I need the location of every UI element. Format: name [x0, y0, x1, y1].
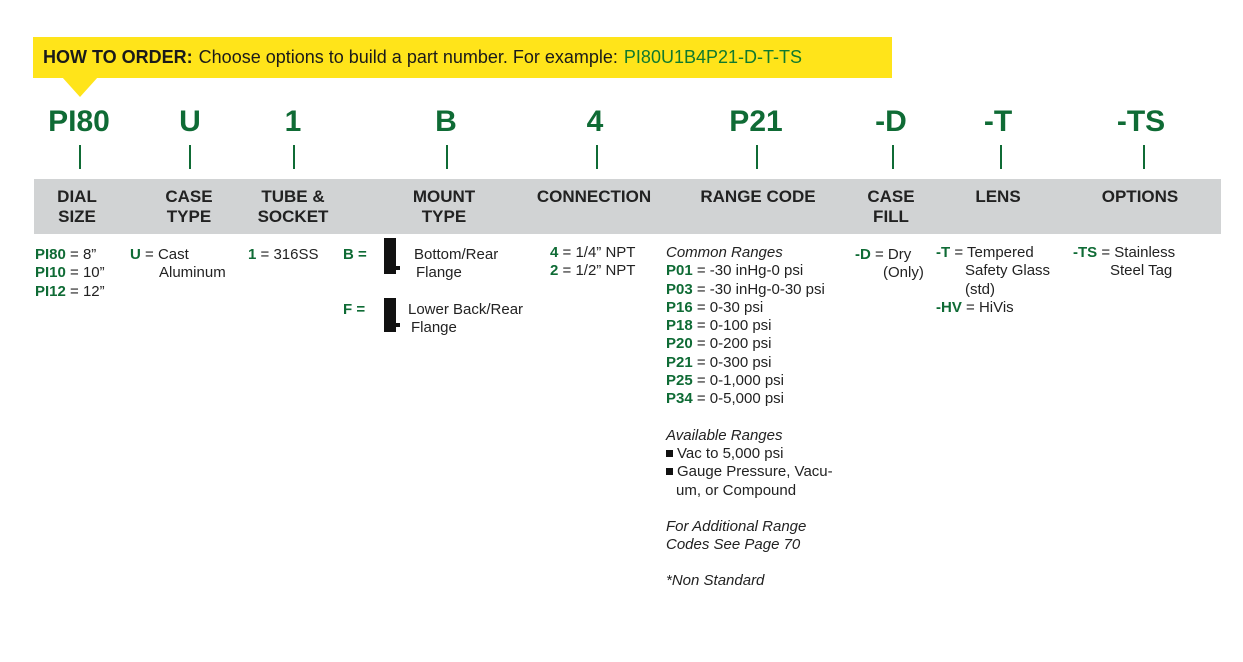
case-type-options: U = Cast Aluminum — [130, 246, 226, 282]
header-dial-size: DIAL SIZE — [57, 187, 97, 226]
connector-line — [892, 145, 894, 169]
list-item: 2 = 1/2” NPT — [550, 262, 636, 280]
banner-pointer — [62, 77, 98, 97]
code-dial-size: PI80 — [48, 105, 110, 138]
code-case-type: U — [179, 105, 201, 138]
additional-ranges-note: For Additional Range — [666, 517, 807, 535]
code-options: -TS — [1116, 105, 1166, 138]
list-item: 4 = 1/4” NPT — [550, 244, 636, 261]
list-item: Vac to 5,000 psi — [666, 445, 833, 463]
connector-line — [79, 145, 81, 169]
connector-line — [1143, 145, 1145, 169]
connector-line — [756, 145, 758, 169]
square-bullet-icon — [666, 450, 673, 457]
connector-line — [446, 145, 448, 169]
list-item: P25 = 0-1,000 psi — [666, 372, 785, 390]
header-options: OPTIONS — [1101, 187, 1179, 206]
mount-type-code-f: F = — [343, 301, 366, 318]
common-ranges-heading: Common Ranges — [666, 244, 783, 261]
code-tube-socket: 1 — [284, 105, 302, 138]
banner-example: PI80U1B4P21-D-T-TS — [623, 47, 802, 67]
list-item: PI80 = 8” — [35, 246, 97, 263]
range-code-options: Common Ranges P01 = -30 inHg-0 psi P03 = -30 inHg-0-30 psi P16 = 0-30 psi P18 = 0-100 psi P20 = 0-200 psi P21 = 0-300 psi P25 = 0-1,000 psi P34 = 0-5,000 psi Available Ranges Vac to 5,000 psi Gauge Pressure, Vacu- um, or Compound For Additional Range Codes See Page 70 *Non Standard — [666, 244, 833, 590]
header-tube-socket: TUBE & SOCKET — [257, 187, 329, 226]
connector-line — [1000, 145, 1002, 169]
connector-line — [596, 145, 598, 169]
mount-type-label-b: Bottom/Rear Flange — [414, 246, 499, 282]
code-range: P21 — [729, 105, 783, 138]
list-item: -HV = HiVis — [936, 298, 1014, 316]
code-connection: 4 — [586, 105, 604, 138]
banner-text: Choose options to build a part number. For example: — [198, 47, 618, 67]
list-item: PI12 = 12” — [35, 282, 105, 300]
dial-size-options — [35, 246, 105, 301]
available-ranges-heading: Available Ranges — [666, 426, 783, 444]
mount-type-label-f: Lower Back/Rear Flange — [408, 301, 524, 337]
mount-type-code-b: B = — [343, 246, 367, 263]
list-item: P03 = -30 inHg-0-30 psi — [666, 280, 825, 298]
header-lens: LENS — [975, 187, 1021, 206]
code-case-fill: -D — [875, 105, 907, 138]
list-item: Gauge Pressure, Vacu- — [666, 463, 833, 481]
options-list: -TS = Stainless Steel Tag — [1073, 244, 1176, 280]
code-lens: -T — [983, 105, 1013, 138]
how-to-order-banner — [33, 37, 892, 78]
lens-options: -T = Tempered Safety Glass (std) -HV = HiVis — [936, 244, 1051, 316]
list-item: P34 = 0-5,000 psi — [666, 390, 785, 408]
connection-options — [550, 244, 635, 281]
connector-line — [293, 145, 295, 169]
non-standard-note: *Non Standard — [666, 572, 765, 590]
banner-heading: HOW TO ORDER: — [43, 47, 193, 67]
code-mount-type: B — [435, 105, 457, 138]
list-item: P21 = 0-300 psi — [666, 353, 772, 371]
header-case-type: CASE TYPE — [165, 187, 213, 226]
list-item: -T = Tempered — [936, 244, 1034, 261]
header-mount-type: MOUNT TYPE — [412, 187, 476, 226]
header-range-code: RANGE CODE — [700, 187, 816, 206]
header-connection: CONNECTION — [536, 187, 652, 206]
square-bullet-icon — [666, 468, 673, 475]
tube-socket-options: 1 = 316SS — [248, 246, 319, 263]
back-stem-icon — [393, 323, 400, 327]
list-item: P20 = 0-200 psi — [666, 335, 772, 353]
header-case-fill: CASE FILL — [867, 187, 915, 226]
list-item: P18 = 0-100 psi — [666, 317, 772, 335]
list-item: PI10 = 10” — [35, 264, 105, 282]
bottom-stem-icon — [393, 266, 400, 270]
connector-line — [189, 145, 191, 169]
list-item: P01 = -30 inHg-0 psi — [666, 262, 804, 280]
list-item: P16 = 0-30 psi — [666, 298, 764, 316]
case-fill-options: -D = Dry (Only) — [855, 246, 924, 282]
